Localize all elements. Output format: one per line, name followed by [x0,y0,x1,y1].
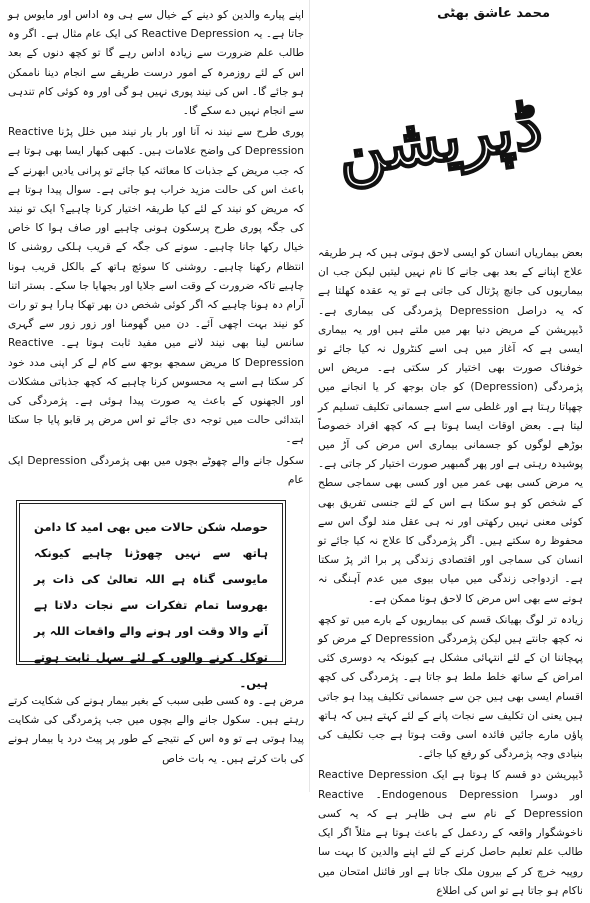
article-title [320,52,560,227]
left-bottom-paragraph: مرض ہے۔ وہ کسی طبی سبب کے بغیر بیمار ہونے کی شکایت کرتے رہتے ہیں۔ سکول جانے والے بچوں میں جب پژمردگی کی شکایت پیدا ہوتی ہے تو وہ اس کے نتیجے کے طور پر پیٹ درد یا بیمار ہونے کی بات کرتے ہیں۔ یہ بات خاص [8,695,304,765]
pull-quote-text: حوصلہ شکن حالات میں بھی امید کا دامن ہاتھ سے نہیں چھوڑنا چاہیے کیونکہ مایوسی گناہ ہے اللہ تعالیٰ کی ذات پر بھروسا تمام تفکرات سے نجات دلاتا ہے آنے والا وقت اور ہونے والے واقعات اللہ پر توکل کرنے والوں کے لئے سہل ثابت ہوتے ہیں۔ [34,520,268,690]
left-paragraph-1: اپنے پیارے والدین کو دینے کے خیال سے ہی وہ اداس اور مایوس ہو جاتا ہے۔ یہ Reactive Depression کی ایک عام مثال ہے۔ اگر وہ طالب علم ضرورت سے زیادہ اداس رہے گا تو کچھ دنوں کے بعد اس کے لئے روزمرہ کے امور درست طریقے سے انجام دینا ناممکن ہو جائے گا۔ اس کی نیند پوری نہیں ہو گی اور وہ کوئی کام تندہی سے انجام نہیں دے سکے گا۔ [8,9,304,118]
right-paragraph-2: زیادہ تر لوگ بھیانک قسم کی بیماریوں کے بارے میں تو کچھ نہ کچھ جانتے ہیں لیکن پژمردگی Depression کے مرض کو پہچاننا ان کے لئے انتہائی مشکل ہے کیونکہ یہ دوسری کئی امراض کے ساتھ خلط ملط ہو جاتا ہے۔ پژمردگی کی کچھ اقسام ایسی بھی ہیں جن سے جسمانی تکلیف پیدا ہو جاتی ہیں یعنی ان تکلیف سے نجات پانے کے لئے کہتے ہیں کہ ہاتھ پاؤں مارے جائیں فائدہ اسی وقت ہوتا ہے جب تکلیف کی بنیادی وجہ پژمردگی کو رفع کیا جائے۔ [318,613,584,761]
right-paragraph-1: بعض بیماریاں انسان کو ایسی لاحق ہوتی ہیں کہ ہر طریقہ علاج اپنانے کے بعد بھی جانے کا نام نہیں لیتیں لیکن جب ان بیماریوں کی جانچ پڑتال کی جاتی ہے تو یہ عقدہ کھلتا ہے کہ یہ دراصل Depression پژمردگی کی بیماری ہے۔ ڈیپریشن کے مریض دنیا بھر میں ملتے ہیں اور یہ بیماری ایسی ہے کہ آغاز میں ہی اسے کنٹرول نہ کیا جائے تو خوفناک صورت بھی اختیار کر سکتی ہے۔ مریض اس پژمردگی (Depression) کو جان بوجھ کر یا انجانے میں چھپاتا رہتا ہے اور غلطی سے اسے جسمانی تکلیف تسلیم کر لیتا ہے۔ بعض اوقات ایسا ہوتا ہے کہ کچھ افراد خصوصاً بوڑھے لوگوں کو جسمانی بیماری اس مرض کی آڑ میں پوشیدہ رہتی ہے اور پھر گمبھیر صورت اختیار کر جاتی ہے۔ یہ مرض کسی بھی عمر میں اور کسی بھی سماجی سطح کے شخص کو ہو سکتا ہے اس کے لئے جنسی تفریق بھی کوئی معنی نہیں رکھتی اور نہ ہی عقل مند لوگ اس سے محفوظ رہ سکتے ہیں۔ اگر پژمردگی کا علاج نہ کیا جائے تو انسان کی سماجی اور اقتصادی زندگی پر برا اثر پڑ سکتا ہے۔ ازدواجی زندگی میں میاں بیوی میں عدم آہنگی نہ ہونے سے بھی اس مرض کا لاحق ہونا ممکن ہے۔ [318,247,584,605]
left-column [8,6,304,492]
right-column [318,244,583,903]
article-title-text: ڈپریشن [333,88,547,191]
pull-quote-box [16,500,286,690]
left-paragraph-2: پوری طرح سے نیند نہ آنا اور بار بار نیند میں خلل پڑنا Reactive Depression کی واضح علامات ہیں۔ کبھی کبھار ایسا بھی ہوتا ہے کہ جب مریض کے جذبات کا معائنہ کیا جائے تو پرانی یادیں ابھرنے کے باعث اس کی حالت مزید خراب ہو جاتی ہے۔ سوال پیدا ہوتا ہے کہ مریض کو نیند کے لئے کیا طریقہ اختیار کرنا چاہیے؟ ایک تو نیند کی جگہ پوری طرح پرسکون ہونی چاہیے اور صاف ہوا کا خاص خیال رکھا جانا چاہیے۔ سونے کی جگہ کے قریب ہلکی روشنی کا انتظام رکھنا چاہیے۔ روشنی کا سوئچ ہاتھ کے بالکل قریب ہونا چاہیے تاکہ ضرورت کے وقت اسے جلایا اور بجھایا جا سکے۔ بستر اتنا آرام دہ ہونا چاہیے کہ اگر کوئی شخص دن بھر تھکا ہارا ہو تو رات کو نیند بہت اچھی آئے۔ دن میں گھومنا اور زور زور سے گہری سانس لینا بھی نیند لانے میں مفید ثابت ہوتا ہے۔ Reactive Depression کا مریض سمجھ بوجھ سے کام لے کر اپنی مدد خود کر سکتا ہے اسے یہ محسوس کرنا چاہیے کہ کچھ جذباتی مشکلات اور الجھنوں کے باعث یہ صورت پیدا ہوئی ہے۔ پژمردگی کی ابتدائی حالت میں توجہ دی جائے تو اس مرض پر قابو پایا جا سکتا ہے۔ [8,126,304,446]
left-column-bottom [8,692,304,769]
left-paragraph-3: سکول جانے والے چھوٹے بچوں میں بھی پژمردگی Depression ایک عام [8,454,304,486]
column-divider [309,0,310,792]
author-byline: محمد عاشق بھٹی [437,6,550,21]
right-paragraph-3: ڈیپریشن دو قسم کا ہوتا ہے ایک Reactive Depression اور دوسرا Endogenous Depression۔ Reactive Depression کے نام سے ہی ظاہر ہے کہ یہ کسی ناخوشگوار واقعہ کے ردعمل کے باعث ہوتا ہے مثلاً اگر ایک طالب علم تعلیم حاصل کرنے کے لئے اپنے والدین کا بہت سا روپیہ خرچ کر کے بیرون ملک جاتا ہے اور فائنل امتحان میں ناکام ہو جاتا ہے تو اس کی اطلاع [318,769,583,897]
